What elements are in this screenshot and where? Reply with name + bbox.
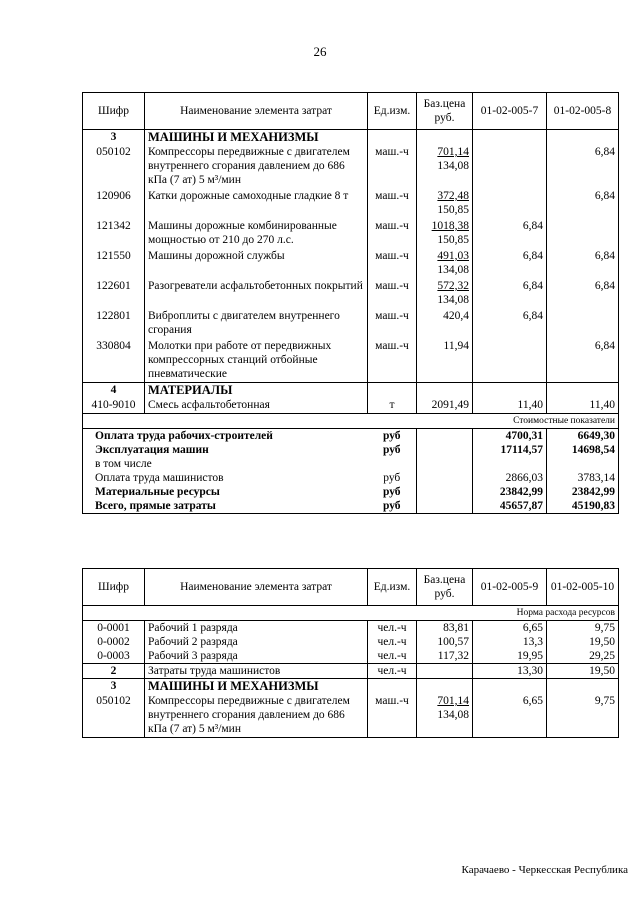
header-name: Наименование элемента затрат xyxy=(145,569,368,606)
table-row: 122601 Разогреватели асфальтобетонных покрытий маш.-ч 572,32 134,08 6,84 6,84 xyxy=(83,278,619,308)
cost-row: Оплата труда рабочих-строителей руб 4700,31 6649,30 xyxy=(83,429,619,444)
cost-row: Всего, прямые затраты руб 45657,87 45190,83 xyxy=(83,499,619,514)
header-col-b: 01-02-005-8 xyxy=(547,93,619,130)
cost-row: Материальные ресурсы руб 23842,99 23842,99 xyxy=(83,485,619,499)
header-unit: Ед.изм. xyxy=(368,569,417,606)
resource-table-2 xyxy=(82,568,619,738)
header-price: Баз.цена руб. xyxy=(417,569,473,606)
table-row: 0-0003 Рабочий 3 разряда чел.-ч 117,32 19,95 29,25 xyxy=(83,649,619,664)
table-row: 330804 Молотки при работе от передвижных компрессорных станций отбойные пневматические маш.-ч 11,94 6,84 xyxy=(83,338,619,383)
table-row: 122801 Виброплиты с двигателем внутреннего сгорания маш.-ч 420,4 6,84 xyxy=(83,308,619,338)
table-row: 410-9010 Смесь асфальтобетонная т 2091,49 11,40 11,40 xyxy=(83,397,619,414)
header-code: Шифр xyxy=(83,569,145,606)
table-row: 050102 Компрессоры передвижные с двигателем внутреннего сгорания давлением до 686 кПа (7 ат) 5 м³/мин маш.-ч 701,14 134,08 6,65 9,75 xyxy=(83,693,619,738)
cost-row: Эксплуатация машин руб 17114,57 14698,54 xyxy=(83,443,619,457)
table-row: 121342 Машины дорожные комбинированные мощностью от 210 до 270 л.с. маш.-ч 1018,38 150,85 6,84 xyxy=(83,218,619,248)
table-row: 121550 Машины дорожной службы маш.-ч 491,03 134,08 6,84 6,84 xyxy=(83,248,619,278)
section-row: 3 МАШИНЫ И МЕХАНИЗМЫ xyxy=(83,130,619,145)
table-row: 050102 Компрессоры передвижные с двигателем внутреннего сгорания давлением до 686 кПа (7 ат) 5 м³/мин маш.-ч 701,14 134,08 6,84 xyxy=(83,144,619,188)
header-code: Шифр xyxy=(83,93,145,130)
table-row: 120906 Катки дорожные самоходные гладкие 8 т маш.-ч 372,48 150,85 6,84 xyxy=(83,188,619,218)
table-row: 0-0001 Рабочий 1 разряда чел.-ч 83,81 6,65 9,75 xyxy=(83,621,619,636)
table-header xyxy=(83,93,619,130)
header-col-a: 01-02-005-7 xyxy=(473,93,547,130)
header-unit: Ед.изм. xyxy=(368,93,417,130)
norm-label-row: Норма расхода ресурсов xyxy=(83,606,619,621)
header-col-a: 01-02-005-9 xyxy=(473,569,547,606)
footer-region: Карачаево - Черкесская Республика xyxy=(461,864,628,876)
table-row: 0-0002 Рабочий 2 разряда чел.-ч 100,57 13,3 19,50 xyxy=(83,635,619,649)
section-row: 4 МАТЕРИАЛЫ xyxy=(83,383,619,398)
header-price: Баз.цена руб. xyxy=(417,93,473,130)
table-header xyxy=(83,569,619,606)
page-number: 26 xyxy=(313,44,327,59)
header-name: Наименование элемента затрат xyxy=(145,93,368,130)
resource-table-1 xyxy=(82,92,619,514)
header-col-b: 01-02-005-10 xyxy=(547,569,619,606)
cost-row: в том числе xyxy=(83,457,619,471)
section-row: 3 МАШИНЫ И МЕХАНИЗМЫ xyxy=(83,679,619,694)
cost-label-row: Стоимостные показатели xyxy=(83,414,619,429)
section-row: 2 Затраты труда машинистов чел.-ч 13,30 19,50 xyxy=(83,664,619,679)
cost-row: Оплата труда машинистов руб 2866,03 3783,14 xyxy=(83,471,619,485)
